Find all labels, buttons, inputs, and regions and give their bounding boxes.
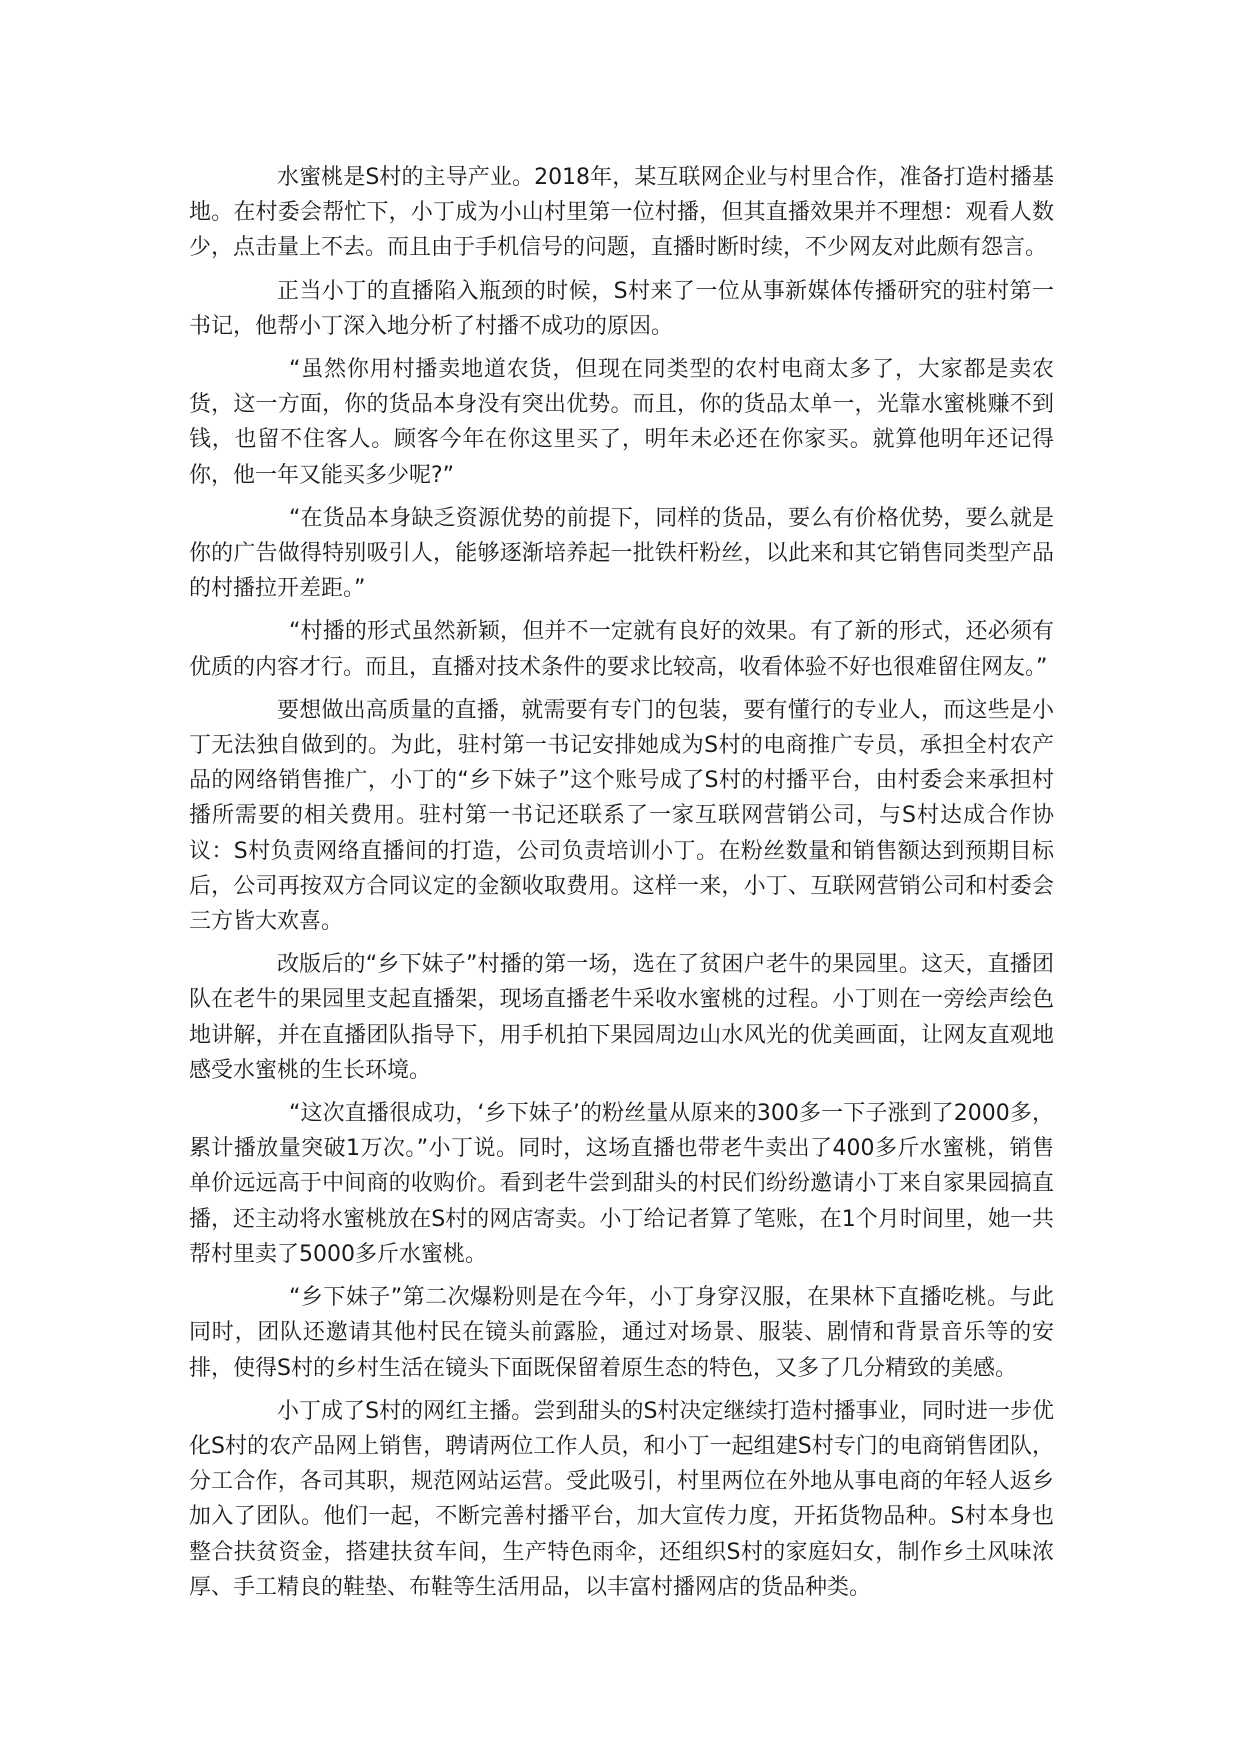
paragraph-3: “虽然你用村播卖地道农货，但现在同类型的农村电商太多了，大家都是卖农货，这一方面，你的货品本身没有突出优势。而且，你的货品太单一，光靠水蜜桃赚不到钱，也留不住客人。顾客今年在你这里买了，明年未必还在你家买。就算他明年还记得你，他一年又能买多少呢?” xyxy=(189,357,1054,488)
paragraph-2: 正当小丁的直播陷入瓶颈的时候，S村来了一位从事新媒体传播研究的驻村第一书记，他帮小丁深入地分析了村播不成功的原因。 xyxy=(189,278,1054,339)
paragraph-1: 水蜜桃是S村的主导产业。2018年，某互联网企业与村里合作，准备打造村播基地。在村委会帮忙下，小丁成为小山村里第一位村播，但其直播效果并不理想：观看人数少，点击量上不去。而且由于手机信号的问题，直播时断时续，不少网友对此颇有怨言。 xyxy=(189,165,1054,261)
paragraph-10: 小丁成了S村的网红主播。尝到甜头的S村决定继续打造村播事业，同时进一步优化S村的农产品网上销售，聘请两位工作人员，和小丁一起组建S村专门的电商销售团队，分工合作，各司其职，规范网站运营。受此吸引，村里两位在外地从事电商的年轻人返乡加入了团队。他们一起，不断完善村播平台，加大宣传力度，开拓货物品种。S村本身也整合扶贫资金，搭建扶贫车间，生产特色雨伞，还组织S村的家庭妇女，制作乡土风味浓厚、手工精良的鞋垫、布鞋等生活用品，以丰富村播网店的货品种类。 xyxy=(189,1398,1054,1600)
paragraph-4: “在货品本身缺乏资源优势的前提下，同样的货品，要么有价格优势，要么就是你的广告做得特别吸引人，能够逐渐培养起一批铁杆粉丝，以此来和其它销售同类型产品的村播拉开差距。” xyxy=(189,505,1054,602)
paragraph-7: 改版后的“乡下妹子”村播的第一场，选在了贫困户老牛的果园里。这天，直播团队在老牛的果园里支起直播架，现场直播老牛采收水蜜桃的过程。小丁则在一旁绘声绘色地讲解，并在直播团队指导下，用手机拍下果园周边山水风光的优美画面，让网友直观地感受水蜜桃的生长环境。 xyxy=(189,952,1054,1083)
paragraph-5: “村播的形式虽然新颖，但并不一定就有良好的效果。有了新的形式，还必须有优质的内容才行。而且，直播对技术条件的要求比较高，收看体验不好也很难留住网友。” xyxy=(189,619,1054,680)
document-body xyxy=(189,160,1054,1613)
paragraph-8: “这次直播很成功，‘乡下妹子’的粉丝量从原来的300多一下子涨到了2000多，累计播放量突破1万次。”小丁说。同时，这场直播也带老牛卖出了400多斤水蜜桃，销售单价远远高于中间商的收购价。看到老牛尝到甜头的村民们纷纷邀请小丁来自家果园搞直播，还主动将水蜜桃放在S村的网店寄卖。小丁给记者算了笔账，在1个月时间里，她一共帮村里卖了5000多斤水蜜桃。 xyxy=(189,1101,1054,1267)
paragraph-9: “乡下妹子”第二次爆粉则是在今年，小丁身穿汉服，在果林下直播吃桃。与此同时，团队还邀请其他村民在镜头前露脸，通过对场景、服装、剧情和背景音乐等的安排，使得S村的乡村生活在镜头下面既保留着原生态的特色，又多了几分精致的美感。 xyxy=(189,1285,1054,1381)
paragraph-6: 要想做出高质量的直播，就需要有专门的包装，要有懂行的专业人，而这些是小丁无法独自做到的。为此，驻村第一书记安排她成为S村的电商推广专员，承担全村农产品的网络销售推广，小丁的“乡下妹子”这个账号成了S村的村播平台，由村委会来承担村播所需要的相关费用。驻村第一书记还联系了一家互联网营销公司，与S村达成合作协议：S村负责网络直播间的打造，公司负责培训小丁。在粉丝数量和销售额达到预期目标后，公司再按双方合同议定的金额收取费用。这样一来，小丁、互联网营销公司和村委会三方皆大欢喜。 xyxy=(189,697,1054,935)
